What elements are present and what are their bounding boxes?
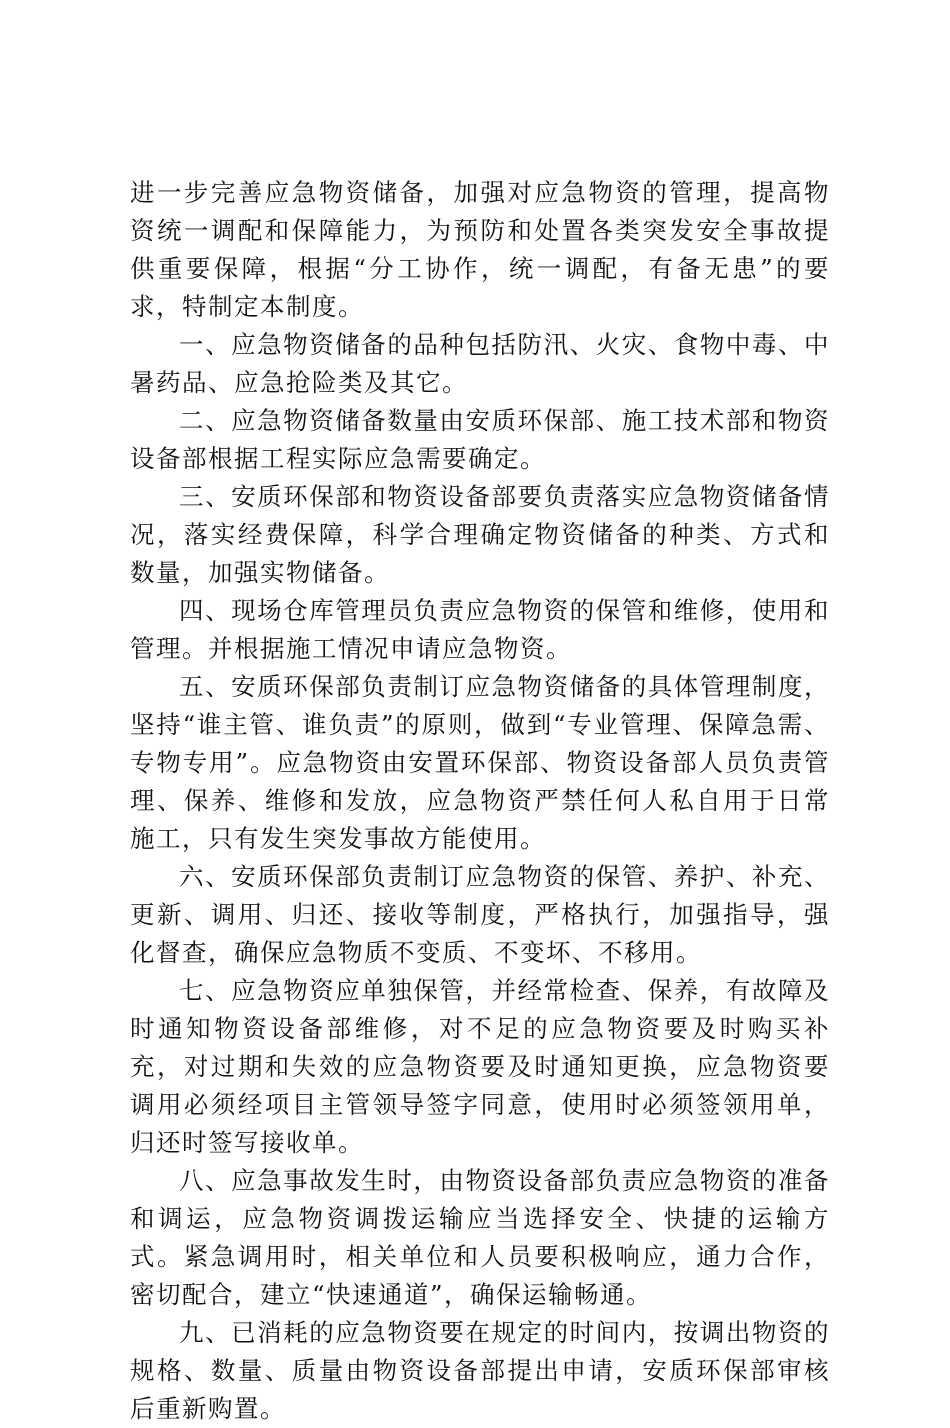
paragraph-item-7: 七、应急物资应单独保管，并经常检查、保养，有故障及时通知物资设备部维修，对不足的应急物资要及时购买补充，对过期和失效的应急物资要及时通知更换，应急物资要调用必须经项目主管领导签字同意，使用时必须签领用单，归还时签写接收单。 [130, 976, 830, 1157]
paragraph-item-2: 二、应急物资储备数量由安质环保部、施工技术部和物资设备部根据工程实际应急需要确定。 [130, 406, 830, 473]
paragraph-item-5: 五、安质环保部负责制订应急物资储备的具体管理制度，坚持“谁主管、谁负责”的原则，做到“专业管理、保障急需、专物专用”。应急物资由安置环保部、物资设备部人员负责管理、保养、维修和发放，应急物资严禁任何人私自用于日常施工，只有发生突发事故方能使用。 [130, 672, 830, 853]
paragraph-item-4: 四、现场仓库管理员负责应急物资的保管和维修，使用和管理。并根据施工情况申请应急物资。 [130, 596, 830, 663]
document-body [130, 174, 830, 1428]
paragraph-intro: 进一步完善应急物资储备，加强对应急物资的管理，提高物资统一调配和保障能力，为预防和处置各类突发安全事故提供重要保障，根据“分工协作，统一调配，有备无患”的要求，特制定本制度。 [130, 178, 830, 321]
paragraph-item-6: 六、安质环保部负责制订应急物资的保管、养护、补充、更新、调用、归还、接收等制度，严格执行，加强指导，强化督查，确保应急物质不变质、不变坏、不移用。 [130, 862, 830, 967]
paragraph-item-8: 八、应急事故发生时，由物资设备部负责应急物资的准备和调运，应急物资调拨运输应当选择安全、快捷的运输方式。紧急调用时，相关单位和人员要积极响应，通力合作，密切配合，建立“快速通道”，确保运输畅通。 [130, 1166, 830, 1309]
paragraph-item-3: 三、安质环保部和物资设备部要负责落实应急物资储备情况，落实经费保障，科学合理确定物资储备的种类、方式和数量，加强实物储备。 [130, 482, 830, 587]
paragraph-item-9: 九、已消耗的应急物资要在规定的时间内，按调出物资的规格、数量、质量由物资设备部提出申请，安质环保部审核后重新购置。 [130, 1318, 830, 1423]
paragraph-item-1: 一、应急物资储备的品种包括防汛、火灾、食物中毒、中暑药品、应急抢险类及其它。 [130, 330, 830, 397]
